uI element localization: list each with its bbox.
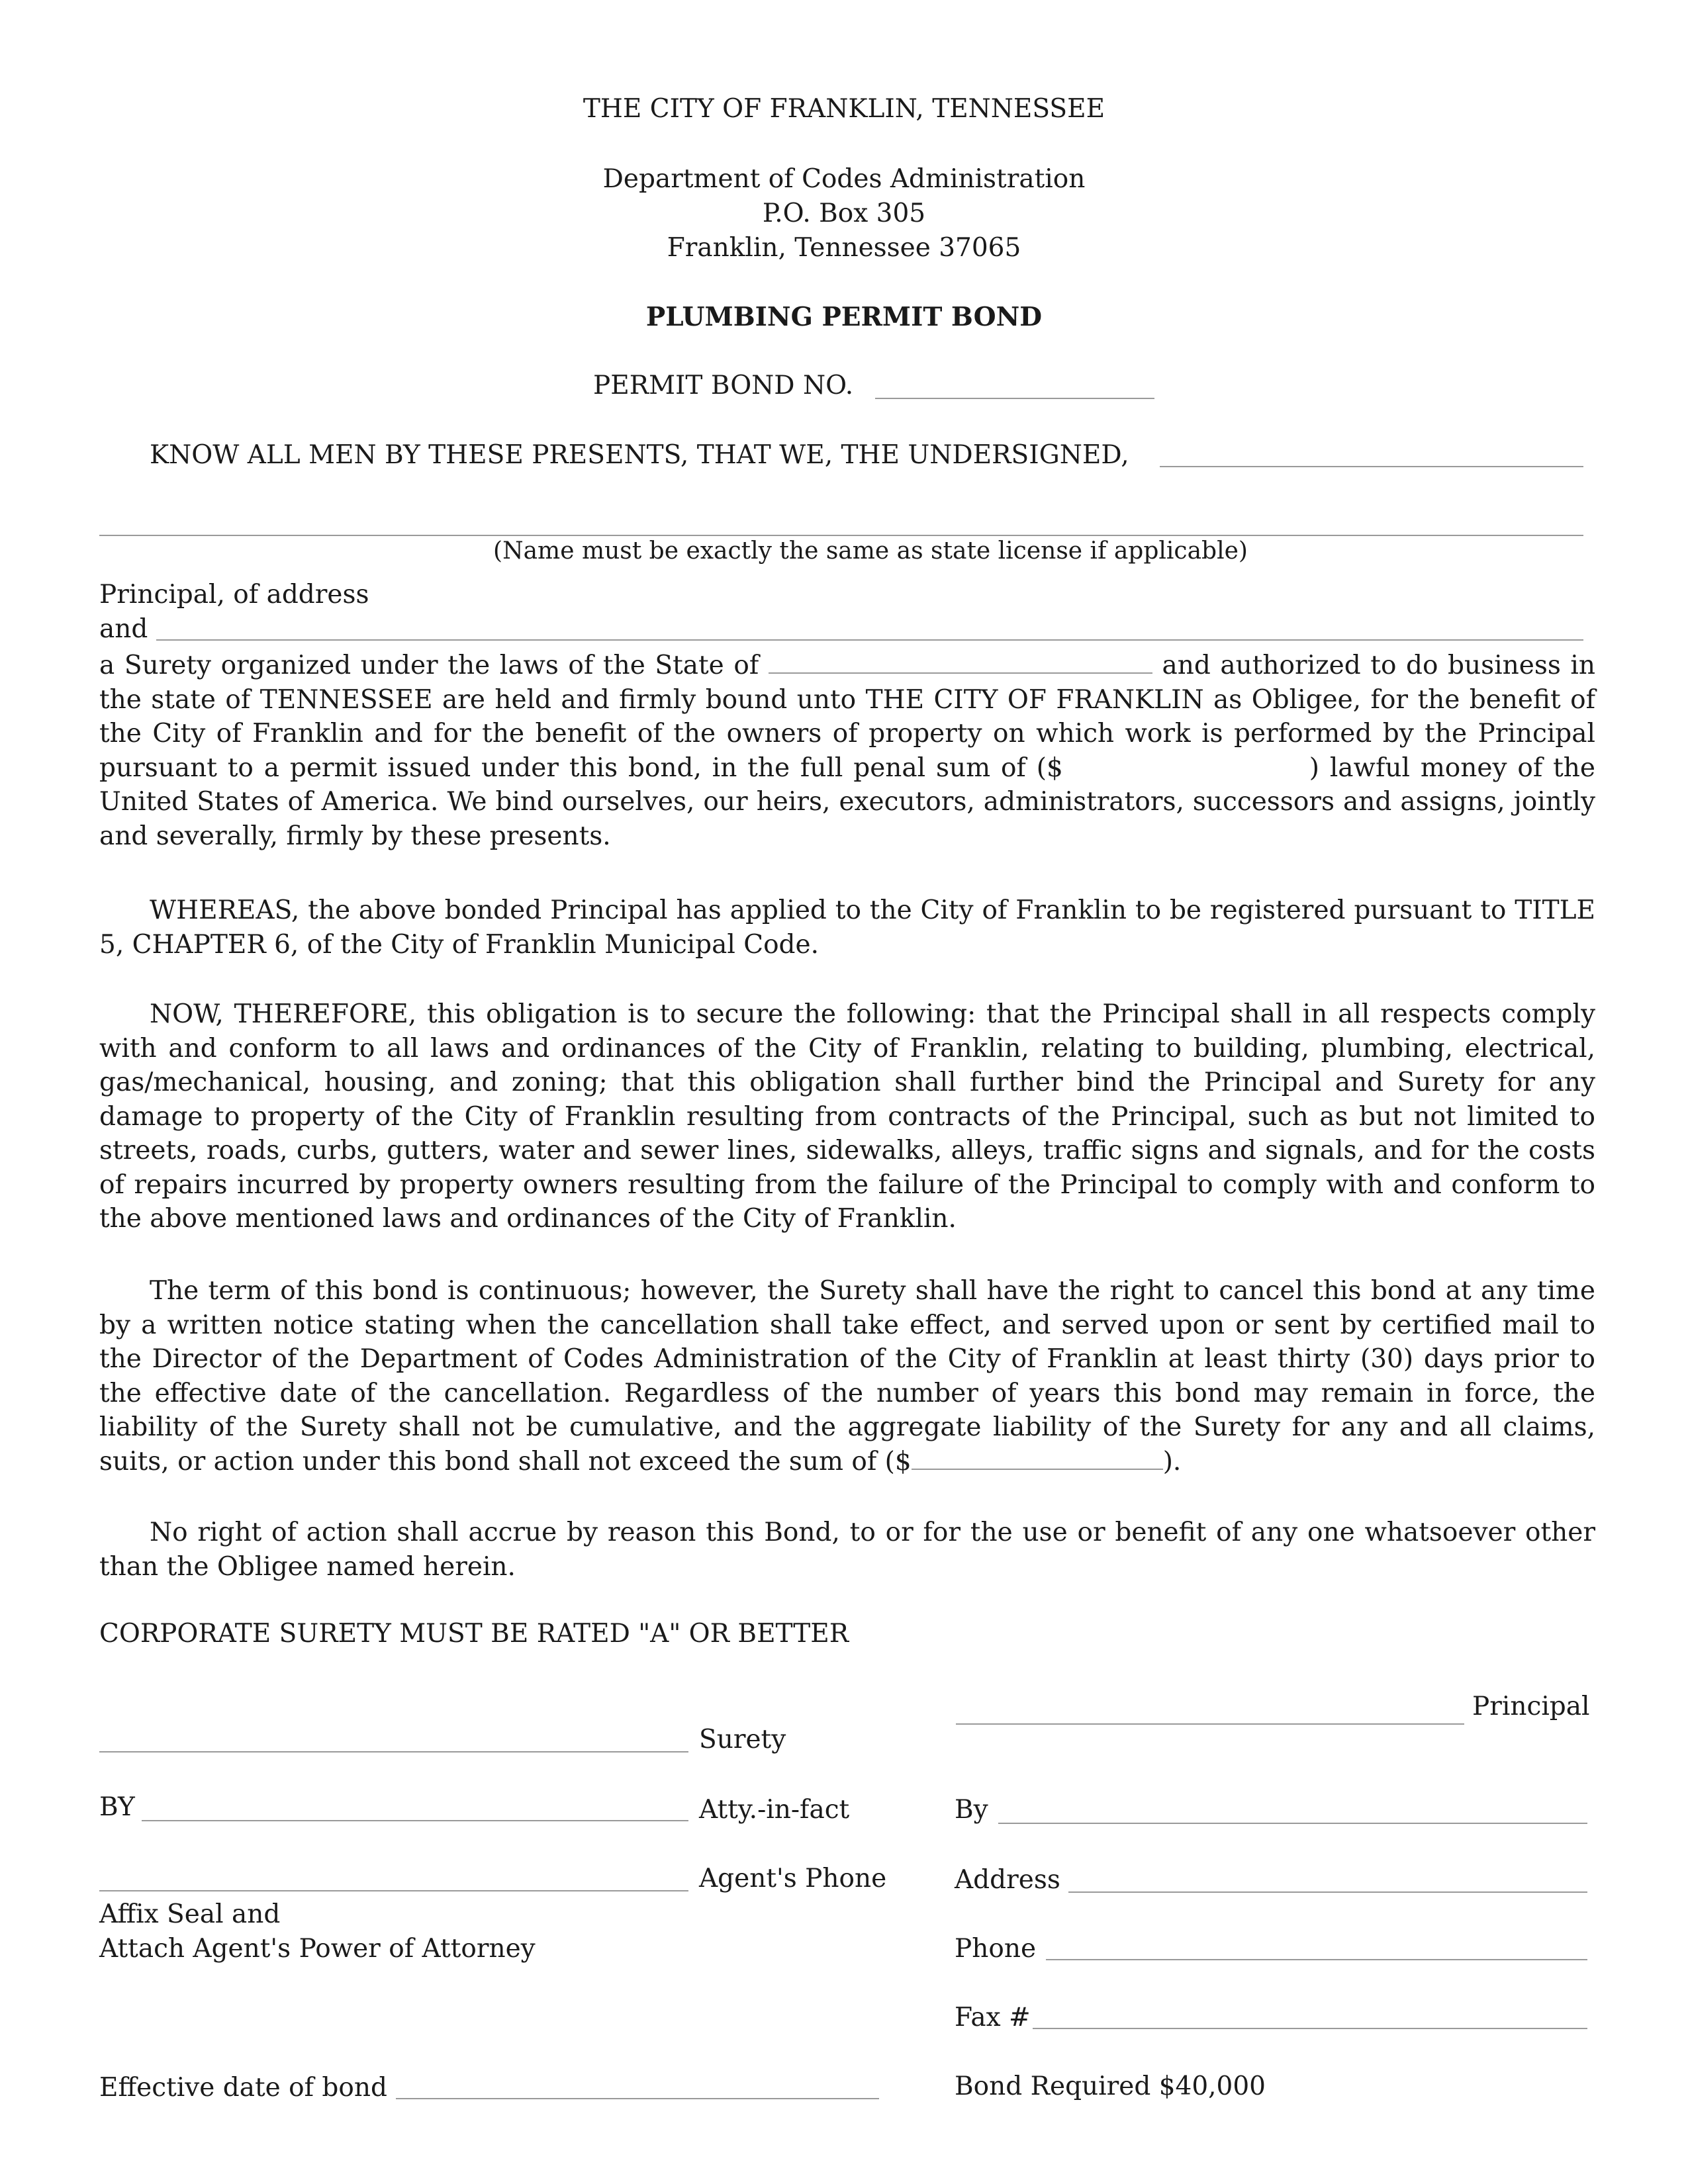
now-therefore-paragraph: NOW, THEREFORE, this obligation is to secure the following: that the Principal shall in all respects comply with and conform to all laws and ordinances of the City of Franklin, relating to building, plumbing, electrical, gas/mechanical, housing, and zoning; that this obligation shall further bind the Principal and Surety for any damage to property of the City of Franklin resulting from contracts of the Principal, such as but not limited to streets, roads, curbs, gutters, water and sewer lines, sidewalks, alleys, traffic signs and signals, and for the costs of repairs incurred by property owners resulting from the failure of the Principal to comply with and conform to the above mentioned laws and ordinances of the City of Franklin. <box>99 999 1595 1234</box>
surety-text-c: ) lawful money of the United States of America. We bind ourselves, our heirs, executors, administrators, successors and assigns, jointly and severally, firmly by these presents. <box>99 752 1596 851</box>
affix-seal-line-2: Attach Agent's Power of Attorney <box>99 1934 536 1964</box>
fax-field[interactable] <box>1033 2028 1587 2029</box>
form-title: PLUMBING PERMIT BOND <box>645 302 1043 332</box>
name-note: (Name must be exactly the same as state license if applicable) <box>493 537 1248 565</box>
phone-field[interactable] <box>1046 1959 1587 1960</box>
principal-label: Principal <box>1472 1692 1590 1721</box>
affix-seal-line-1: Affix Seal and <box>99 1899 281 1929</box>
fax-label: Fax # <box>955 2003 1031 2032</box>
term-text-a: The term of this bond is continuous; however, the Surety shall have the right to cancel this bond at any time by a written notice stating when the cancellation shall take effect, and served upon or sent by certified mail to the Director of the Department of Codes Administration of the City of Franklin at least thirty (30) days prior to the effective date of the cancellation. Regardless of the number of years this bond may remain in force, the liability of the Surety shall not be cumulative, and the aggregate liability of the Surety for any and all claims, suits, or action under this bond shall not exceed the sum of ($ <box>99 1276 1595 1477</box>
aggregate-sum-field[interactable] <box>912 1449 1163 1470</box>
surety-signature-line[interactable] <box>99 1751 688 1752</box>
city-state-zip: Franklin, Tennessee 37065 <box>667 233 1021 263</box>
corporate-surety-note: CORPORATE SURETY MUST BE RATED "A" OR BETTER <box>99 1619 849 1649</box>
effective-date-label: Effective date of bond <box>99 2073 387 2103</box>
po-box: P.O. Box 305 <box>762 199 926 228</box>
surety-paragraph <box>99 649 1595 853</box>
surety-text-a: a Surety organized under the laws of the State of <box>99 651 759 680</box>
principal-name-field[interactable] <box>99 535 1583 536</box>
atty-in-fact-signature-line[interactable] <box>142 1820 688 1821</box>
principal-signature-line[interactable] <box>956 1723 1464 1725</box>
bond-required-label: Bond Required $40,000 <box>955 2071 1266 2101</box>
address-label: Address <box>955 1865 1060 1895</box>
by-label-left: BY <box>99 1792 135 1822</box>
and-label: and <box>99 614 148 644</box>
effective-date-field[interactable] <box>396 2098 879 2099</box>
agents-phone-line[interactable] <box>99 1890 688 1891</box>
term-paragraph <box>99 1274 1595 1479</box>
permit-bond-no-label: PERMIT BOND NO. <box>593 371 854 400</box>
know-all-men-text: KNOW ALL MEN BY THESE PRESENTS, THAT WE, THE UNDERSIGNED, <box>150 440 1129 470</box>
atty-in-fact-label: Atty.-in-fact <box>699 1795 850 1825</box>
surety-name-field[interactable] <box>156 639 1583 641</box>
term-text-b: ). <box>1162 1446 1182 1477</box>
phone-label: Phone <box>955 1934 1037 1964</box>
department-name: Department of Codes Administration <box>602 164 1086 194</box>
address-field[interactable] <box>1068 1891 1587 1893</box>
principal-by-field[interactable] <box>998 1823 1587 1824</box>
city-heading: THE CITY OF FRANKLIN, TENNESSEE <box>583 94 1105 124</box>
principal-address-label: Principal, of address <box>99 580 369 610</box>
permit-bond-no-field[interactable] <box>875 398 1154 399</box>
agents-phone-label: Agent's Phone <box>699 1864 887 1893</box>
no-right-paragraph: No right of action shall accrue by reason this Bond, to or for the use or benefit of any one whatsoever other than the Obligee named herein. <box>99 1518 1595 1582</box>
surety-text-b: and authorized to do business in the state of TENNESSEE are held and firmly bound unto THE CITY OF FRANKLIN as Obligee, for the benefit of the City of Franklin and for the benefit of the owners of property on which work is performed by the Principal pursuant to a permit issued under this bond, in the full penal sum of ($ <box>99 651 1596 783</box>
surety-state-field[interactable] <box>769 653 1152 674</box>
by-label-right: By <box>955 1795 988 1825</box>
whereas-paragraph: WHEREAS, the above bonded Principal has applied to the City of Franklin to be registered pursuant to TITLE 5, CHAPTER 6, of the City of Franklin Municipal Code. <box>99 895 1595 960</box>
undersigned-name-field[interactable] <box>1160 466 1583 467</box>
surety-label: Surety <box>699 1725 786 1754</box>
penal-sum-field[interactable] <box>1063 755 1309 776</box>
